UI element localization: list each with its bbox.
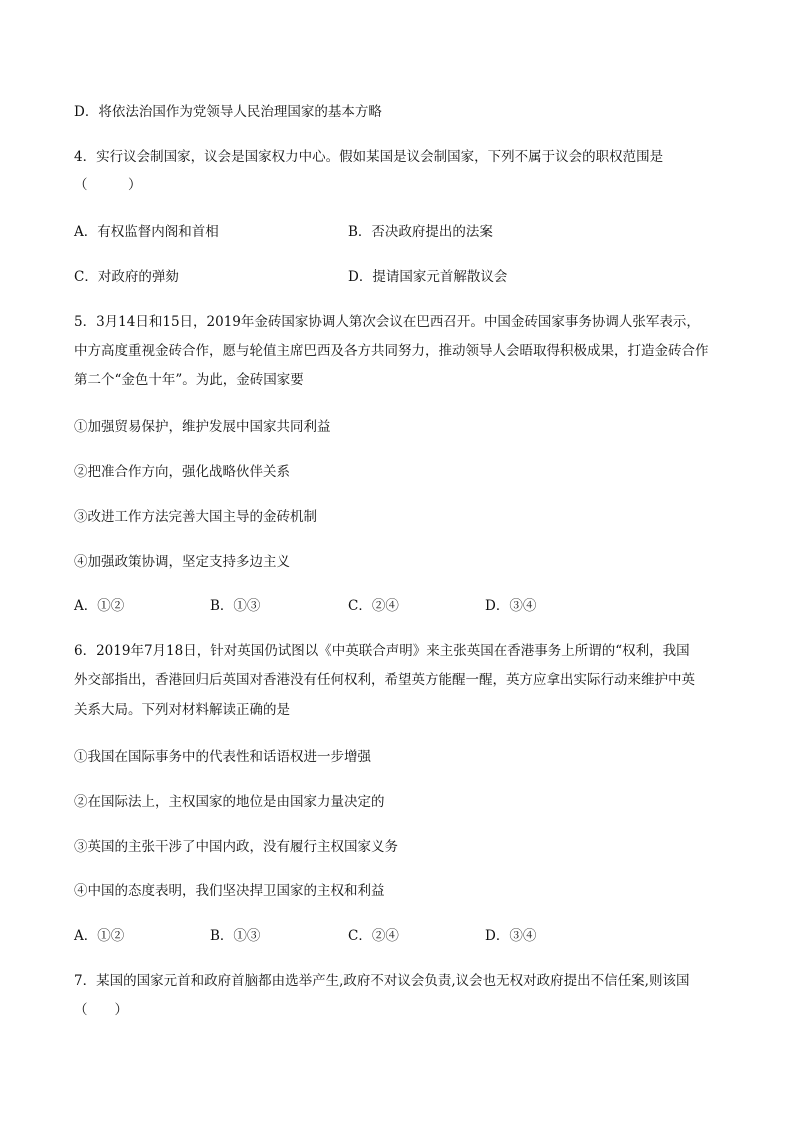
q5-statement-2: ②把准合作方向，强化战略伙伴关系 xyxy=(74,464,290,480)
q6-statement-4: ④中国的态度表明，我们坚决捍卫国家的主权和利益 xyxy=(74,883,385,899)
q6-statement-2: ②在国际法上，主权国家的地位是由国家力量决定的 xyxy=(74,794,385,810)
q3-option-d: D．将依法治国作为党领导人民治理国家的基本方略 xyxy=(74,104,382,120)
q5-stem-line-1: 5．3月14日和15日，2019年金砖国家协调人第次会议在巴西召开。中国金砖国家事务协调人张军表示， xyxy=(74,314,700,330)
q7-stem-line-2: （ ） xyxy=(74,1002,128,1018)
q4-option-b: B．否决政府提出的法案 xyxy=(348,224,493,240)
q6-option-a: A．①② xyxy=(74,928,125,944)
q5-stem-line-3: 第二个“金色十年”。为此，金砖国家要 xyxy=(74,372,304,388)
q6-statement-1: ①我国在国际事务中的代表性和话语权进一步增强 xyxy=(74,749,371,765)
q4-option-c: C．对政府的弹劾 xyxy=(74,269,179,285)
q5-statement-3: ③改进工作方法完善大国主导的金砖机制 xyxy=(74,509,317,525)
q6-stem-line-1: 6．2019年7月18日，针对英国仍试图以《中英联合声明》来主张英国在香港事务上所谓的“权利，我国 xyxy=(74,643,690,659)
q6-option-b: B．①③ xyxy=(210,928,261,944)
q5-option-a: A．①② xyxy=(74,598,125,614)
q5-option-c: C．②④ xyxy=(348,598,399,614)
q5-stem-line-2: 中方高度重视金砖合作，愿与轮值主席巴西及各方共同努力，推动领导人会晤取得积极成果，打造金砖合作 xyxy=(74,343,709,359)
q5-statement-4: ④加强政策协调，坚定支持多边主义 xyxy=(74,554,290,570)
q4-stem-line-1: 4．实行议会制国家，议会是国家权力中心。假如某国是议会制国家，下列不属于议会的职权范围是 xyxy=(74,149,664,165)
q6-option-c: C．②④ xyxy=(348,928,399,944)
q4-option-a: A．有权监督内阁和首相 xyxy=(74,224,219,240)
q5-option-d: D．③④ xyxy=(485,598,537,614)
q7-stem-line-1: 7．某国的国家元首和政府首脑都由选举产生,政府不对议会负责,议会也无权对政府提出不信任案,则该国 xyxy=(74,973,690,989)
q5-option-b: B．①③ xyxy=(210,598,261,614)
q6-option-d: D．③④ xyxy=(485,928,537,944)
q6-stem-line-2: 外交部指出，香港回归后英国对香港没有任何权利，希望英方能醒一醒，英方应拿出实际行动来维护中英 xyxy=(74,672,695,688)
q4-stem-line-2: （ ） xyxy=(74,177,142,193)
q6-stem-line-3: 关系大局。下列对材料解读正确的是 xyxy=(74,702,290,718)
q5-statement-1: ①加强贸易保护，维护发展中国家共同利益 xyxy=(74,419,331,435)
q4-option-d: D．提请国家元首解散议会 xyxy=(348,269,508,285)
q6-statement-3: ③英国的主张干涉了中国内政，没有履行主权国家义务 xyxy=(74,839,398,855)
